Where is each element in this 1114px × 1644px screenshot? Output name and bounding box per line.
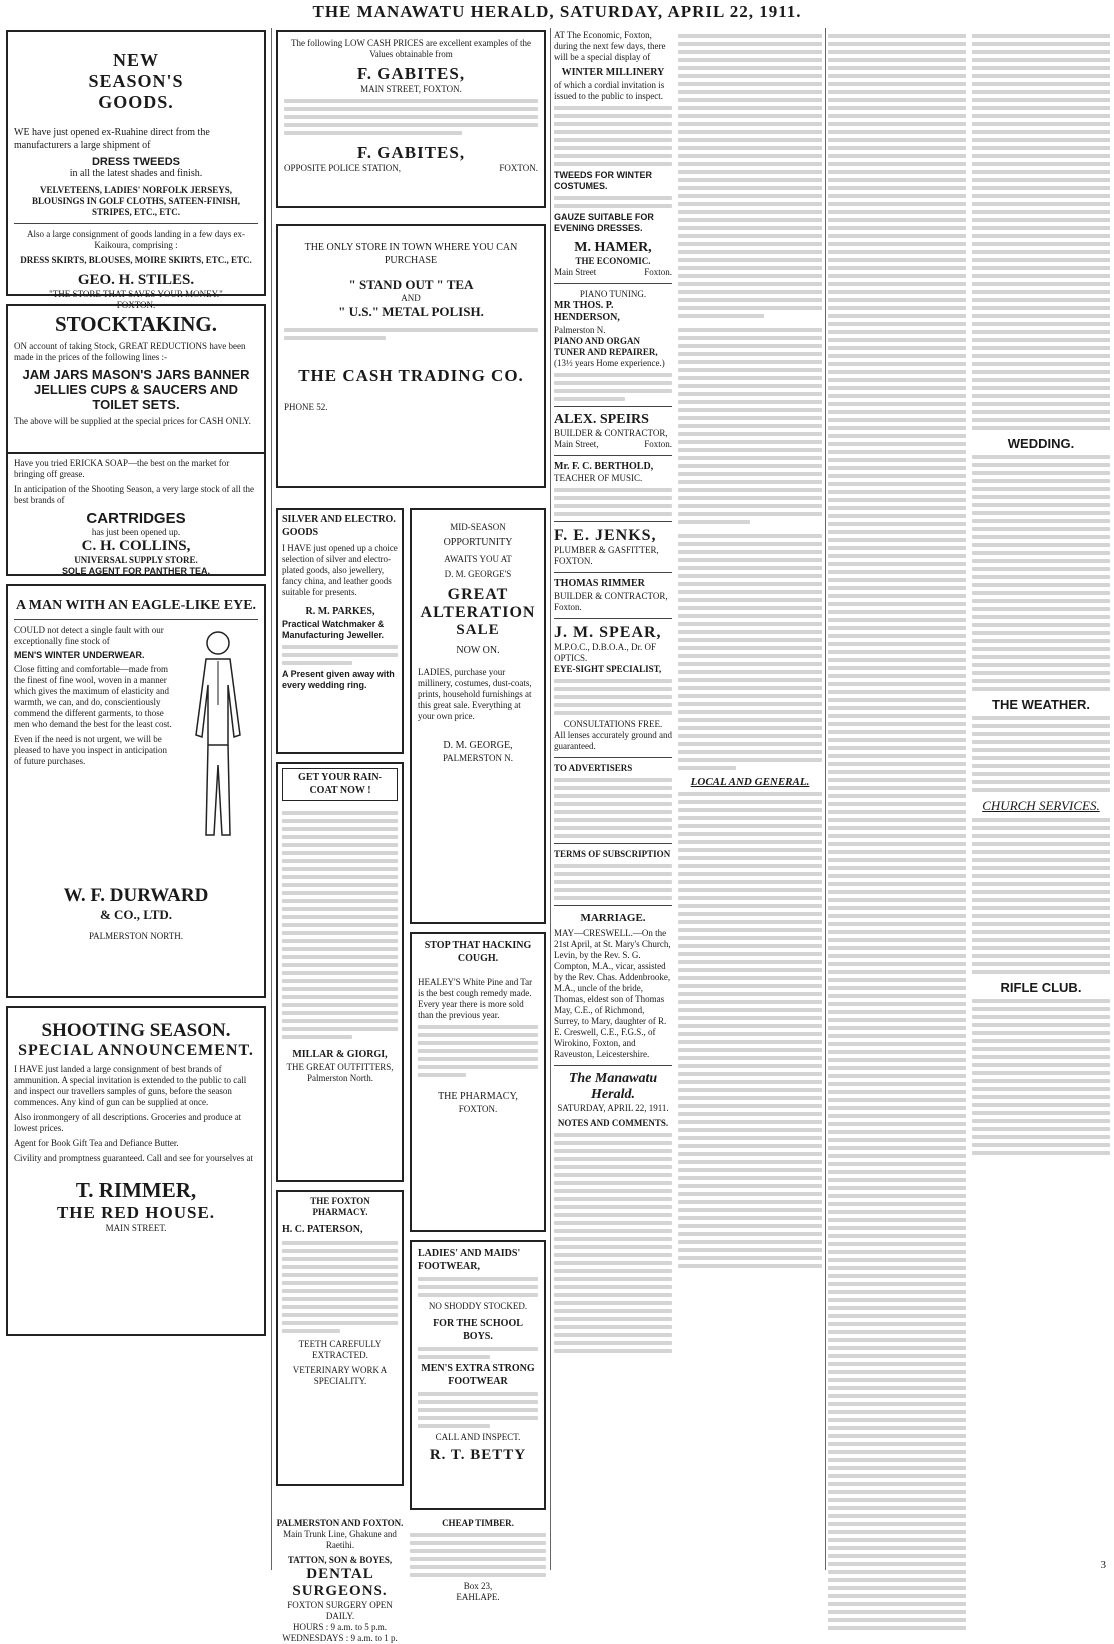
section-heading: TO ADVERTISERS — [554, 762, 633, 773]
ad-text: CALL AND INSPECT. — [435, 1432, 521, 1442]
ad-headline: ALTERATION — [420, 603, 536, 621]
marriage-notice: MAY—CRESWELL.—On the 21st April, at St. Mary's Church, Levin, by the Rev. S. G. Compton, M.A., vicar, assisted by the Rev. Chas. Addenbrooke, M.A., uncle of the bride, Thomas, eldest son of Thomas May, C.E., of Richmond, Surrey, to Mary, daughter of R. E. Creswell, C.E., F.G.S., of Wirokino, Foxton, and Raveuston, Leicestershire. — [554, 927, 671, 1059]
ad-paterson — [276, 1190, 404, 1486]
ad-firm: MILLAR & GIORGI, — [292, 1049, 388, 1060]
column-rule — [550, 28, 551, 1570]
ad-text: TEETH CAREFULLY EXTRACTED. — [298, 1338, 382, 1360]
ad-text: In anticipation of the Shooting Season, a very large stock of all the best brands of — [14, 484, 255, 505]
paper-title: The Manawatu Herald. — [568, 1070, 658, 1102]
ad-text: Box 23, — [463, 1581, 493, 1591]
ad-slogan: "THE STORE THAT SAVES YOUR MONEY." — [49, 288, 223, 299]
ad-place: Foxton. — [644, 438, 672, 449]
ad-headline: OPPORTUNITY — [443, 537, 513, 548]
ad-headline: AWAITS YOU AT — [444, 553, 512, 564]
ad-list: VELVETEENS, LADIES' NORFOLK JERSEYS, BLOUSINGS IN GOLF CLOTHS, SATEEN-FINISH, STRIPES, ETC., ETC. — [31, 184, 241, 217]
ad-text: PIANO AND ORGAN TUNER AND REPAIRER, — [554, 335, 658, 357]
ad-headline: NOW ON. — [456, 644, 500, 656]
ad-text: THE ONLY STORE IN TOWN WHERE YOU CAN PURCHASE — [304, 242, 518, 266]
ad-text: WEDNESDAYS : 9 a.m. to 1 p. — [282, 1633, 398, 1643]
ad-list: DRESS SKIRTS, BLOUSES, MOIRE SKIRTS, ETC., ETC. — [20, 254, 252, 265]
ad-place: Foxton. — [554, 601, 582, 612]
ad-text: I HAVE just landed a large consignment of best brands of ammunition. A special invitation is extended to the public to call and inspect our travellers samples of guns, before the season commences. Any kind of gun can be supplied at once. — [14, 1064, 247, 1107]
ad-firm: J. M. SPEAR, — [554, 623, 662, 641]
ad-place: EAHLAPE. — [456, 1592, 500, 1602]
section-heading: RIFLE CLUB. — [1000, 980, 1082, 995]
ad-text: OPPOSITE POLICE STATION, — [284, 163, 402, 173]
ad-text: PLUMBER & GASFITTER, — [554, 545, 659, 555]
ad-headline: PIANO TUNING. — [579, 288, 647, 299]
ad-text: has just been opened up. — [91, 527, 181, 537]
ad-text: Also a large consignment of goods landing in a few days ex-Kaikoura, comprising : — [26, 228, 246, 250]
ad-text: VETERINARY WORK A SPECIALITY. — [292, 1364, 388, 1386]
ad-text: HEALEY'S White Pine and Tar is the best cough remedy made. Every year there is more sold than the previous year. — [418, 977, 533, 1020]
ad-text: SOLE AGENT FOR PANTHER TEA. — [61, 566, 210, 576]
ad-text: Close fitting and comfortable—made from the finest of fine wool, woven in a manner which gives the maximum of elasticity and warmth, we can, and do, conscientiously commend the different garments, to those men who demand the best for the least cost. — [14, 664, 172, 729]
ad-place: FOXTON. — [499, 163, 538, 173]
ad-firm: D. M. GEORGE'S — [444, 568, 512, 579]
ad-list: JAM JARS MASON'S JARS BANNER JELLIES CUPS & SAUCERS AND TOILET SETS. — [22, 367, 250, 412]
ad-place: MAIN STREET. — [105, 1223, 167, 1233]
column-rule — [825, 28, 826, 1570]
section-heading: TERMS OF SUBSCRIPTION — [554, 848, 671, 859]
ad-stiles — [6, 30, 266, 310]
ad-headline: SALE — [456, 621, 500, 638]
ad-cash-trading — [276, 224, 546, 488]
ad-text: Have you tried ERICKA SOAP—the best on the market for bringing off grease. — [14, 458, 230, 479]
ad-firm: THOMAS RIMMER — [554, 578, 645, 589]
ad-rimmer — [6, 1006, 266, 1336]
ad-place: FOXTON. — [116, 299, 156, 310]
ad-betty — [410, 1240, 546, 1510]
ad-text: HOURS : 9 a.m. to 5 p.m. — [292, 1622, 387, 1632]
ad-text: COULD not detect a single fault with our exceptionally fine stock of — [14, 625, 164, 646]
ad-text: A Present given away with every wedding ring. — [282, 668, 395, 690]
ad-place: PALMERSTON NORTH. — [89, 931, 183, 941]
ad-text: Even if the need is not urgent, we will be pleased to have you inspect in anticipation of future purchases. — [14, 734, 167, 766]
section-heading: CHURCH SERVICES. — [982, 798, 1100, 813]
ad-headline: THE FOXTON PHARMACY. — [310, 1196, 370, 1217]
ad-text: TEACHER OF MUSIC. — [554, 473, 643, 483]
ad-healey — [410, 932, 546, 1232]
ad-firm: Mr. F. C. BERTHOLD, — [554, 460, 654, 472]
ad-firm: THE RED HOUSE. — [56, 1203, 216, 1222]
ad-text: Agent for Book Gift Tea and Defiance Butter. — [14, 1138, 179, 1148]
ad-headline: SPECIAL ANNOUNCEMENT. — [18, 1042, 254, 1059]
ad-headline: SHOOTING SEASON. — [41, 1020, 231, 1041]
ad-headline: DENTAL SURGEONS. — [292, 1566, 388, 1599]
ad-headline: STOP THAT HACKING COUGH. — [424, 940, 532, 964]
ad-item: DRESS TWEEDS — [91, 156, 180, 168]
ad-text: M.P.O.C., D.B.O.A., Dr. OF OPTICS. — [554, 641, 657, 663]
ad-place: Palmerston N. — [554, 324, 606, 335]
ad-text: ON account of taking Stock, GREAT REDUCTIONS have been made in the prices of the following lines :- — [14, 341, 246, 362]
ad-firm: W. F. DURWARD — [63, 885, 209, 906]
ad-place: FOXTON. — [554, 556, 593, 566]
ad-headline: FOR THE SCHOOL BOYS. — [433, 1318, 523, 1342]
ad-text: UNIVERSAL SUPPLY STORE. — [74, 555, 198, 565]
ad-headline: GET YOUR RAIN-COAT NOW ! — [282, 768, 398, 801]
ad-text: Main Street, — [554, 438, 599, 449]
section-heading: WEDDING. — [1007, 436, 1075, 451]
ad-text: All lenses accurately ground and guaranteed. — [554, 729, 672, 751]
ad-text: The above will be supplied at the special prices for CASH ONLY. — [14, 416, 251, 426]
ad-durward — [6, 584, 266, 998]
section-heading: NOTES AND COMMENTS. — [557, 1117, 669, 1128]
ad-firm: THE PHARMACY, — [438, 1091, 518, 1102]
ad-place: PALMERSTON N. — [442, 752, 514, 763]
ad-text: The following LOW CASH PRICES are excellent examples of the Values obtainable from — [290, 38, 532, 59]
ad-text: BUILDER & CONTRACTOR, — [554, 590, 668, 601]
ad-firm: MR THOS. P. HENDERSON, — [554, 299, 620, 323]
section-heading: THE WEATHER. — [992, 697, 1090, 712]
ad-text: NO SHODDY STOCKED. — [428, 1301, 528, 1311]
ad-headline: TWEEDS FOR WINTER COSTUMES. — [554, 169, 652, 191]
ad-headline: GAUZE SUITABLE FOR EVENING DRESSES. — [554, 211, 654, 233]
ad-item: " STAND OUT " TEA — [348, 277, 474, 292]
ad-text: PHONE 52. — [284, 402, 328, 412]
ad-text: (13½ years Home experience.) — [554, 357, 665, 368]
ad-firm: THE CASH TRADING CO. — [298, 366, 524, 385]
column-3 — [554, 30, 822, 1570]
ad-headline: LADIES' AND MAIDS' FOOTWEAR, — [418, 1248, 521, 1272]
ad-text: WE have just opened ex-Ruahine direct from the manufacturers a large shipment of — [14, 127, 210, 151]
ad-firm: ALEX. SPEIRS — [554, 411, 649, 427]
section-heading: LOCAL AND GENERAL. — [690, 776, 810, 788]
ad-item: " U.S." METAL POLISH. — [338, 304, 484, 319]
ad-text: AT The Economic, Foxton, during the next few days, there will be a special display of — [554, 30, 666, 62]
ad-firm: & CO., LTD. — [99, 907, 173, 922]
ad-place: Foxton. — [644, 266, 672, 277]
ad-text: THE ECONOMIC. — [575, 255, 651, 266]
ad-firm: C. H. COLLINS, — [81, 538, 191, 554]
ad-firm: F. E. JENKS, — [554, 527, 657, 544]
ad-headline: PALMERSTON AND FOXTON. — [276, 1518, 404, 1528]
ad-text: Main Trunk Line, Ghakune and Raetihi. — [283, 1529, 397, 1550]
ad-place: Palmerston North. — [307, 1072, 373, 1083]
ad-firm: H. C. PATERSON, — [282, 1224, 363, 1235]
ad-headline: NEW — [112, 50, 159, 70]
ad-text: Also ironmongery of all descriptions. Groceries and produce at lowest prices. — [14, 1112, 242, 1133]
section-heading: MARRIAGE. — [580, 911, 646, 924]
ad-headline: GOODS. — [98, 92, 174, 112]
ad-text: CONSULTATIONS FREE. — [563, 718, 663, 729]
ad-text: of which a cordial invitation is issued to the public to inspect. — [554, 79, 665, 101]
ad-text: Practical Watchmaker & Manufacturing Jeweller. — [282, 618, 385, 640]
ad-text: EYE-SIGHT SPECIALIST, — [554, 663, 662, 674]
ad-text: LADIES, purchase your millinery, costumes, dust-coats, prints, household furnishings at this great sale. Everything at your own price. — [418, 667, 532, 721]
ad-headline: A MAN WITH AN EAGLE-LIKE EYE. — [15, 598, 257, 613]
masthead: THE MANAWATU HERALD, SATURDAY, APRIL 22, 1911. — [312, 2, 802, 21]
ad-parkes — [276, 508, 404, 754]
column-4 — [828, 30, 1110, 1570]
ad-firm: GEO. H. STILES. — [77, 271, 195, 288]
ad-firm: R. T. BETTY — [429, 1447, 527, 1463]
ad-firm: M. HAMER, — [574, 239, 652, 255]
ad-firm: R. M. PARKES, — [305, 606, 375, 617]
ad-collins — [6, 304, 266, 454]
ad-item: MEN'S WINTER UNDERWEAR. — [14, 650, 145, 660]
ad-text: FOXTON SURGERY OPEN DAILY. — [287, 1600, 393, 1621]
ad-headline: SILVER AND ELECTRO. GOODS — [282, 514, 396, 538]
man-illustration — [178, 625, 258, 855]
ad-firm: T. RIMMER, — [75, 1178, 197, 1202]
ad-firm: TATTON, SON & BOYES, — [287, 1555, 393, 1565]
ad-item: CARTRIDGES — [86, 510, 186, 527]
ad-text: THE GREAT OUTFITTERS, — [286, 1061, 394, 1072]
ad-george — [410, 508, 546, 924]
ad-millar-giorgi — [276, 762, 404, 1182]
ad-headline: STOCKTAKING. — [54, 312, 217, 336]
ad-headline: GREAT — [447, 585, 509, 603]
column-2 — [276, 30, 546, 1643]
ad-firm: D. M. GEORGE, — [443, 740, 513, 751]
ad-text: in all the latest shades and finish. — [69, 168, 203, 179]
ad-headline: WINTER MILLINERY — [561, 67, 665, 78]
ad-headline: MEN'S EXTRA STRONG FOOTWEAR — [421, 1363, 535, 1387]
ad-collins-cont — [6, 452, 266, 576]
ad-text: BUILDER & CONTRACTOR, — [554, 427, 668, 438]
ad-text: I HAVE just opened up a choice selection of silver and electro-plated goods, also jewellery, fancy china, and leather goods suitable for presents. — [282, 543, 398, 597]
ad-text: AND — [401, 293, 421, 303]
ad-headline: SEASON'S — [88, 71, 184, 91]
ad-text: Civility and promptness guaranteed. Call and see for yourselves at — [14, 1153, 253, 1163]
ad-gabites — [276, 30, 546, 208]
column-1 — [6, 30, 266, 1570]
ad-place: FOXTON. — [458, 1103, 498, 1114]
ad-headline: CHEAP TIMBER. — [442, 1518, 514, 1528]
ad-firm: F. GABITES, — [356, 64, 466, 83]
ad-text: Main Street — [554, 266, 597, 277]
page-number: 3 — [1100, 1559, 1106, 1571]
ad-headline: MID-SEASON — [450, 522, 506, 532]
paper-date: SATURDAY, APRIL 22, 1911. — [557, 1102, 669, 1113]
column-rule — [271, 28, 272, 1570]
ad-text: MAIN STREET, FOXTON. — [360, 84, 462, 94]
ad-firm: F. GABITES, — [356, 143, 466, 162]
